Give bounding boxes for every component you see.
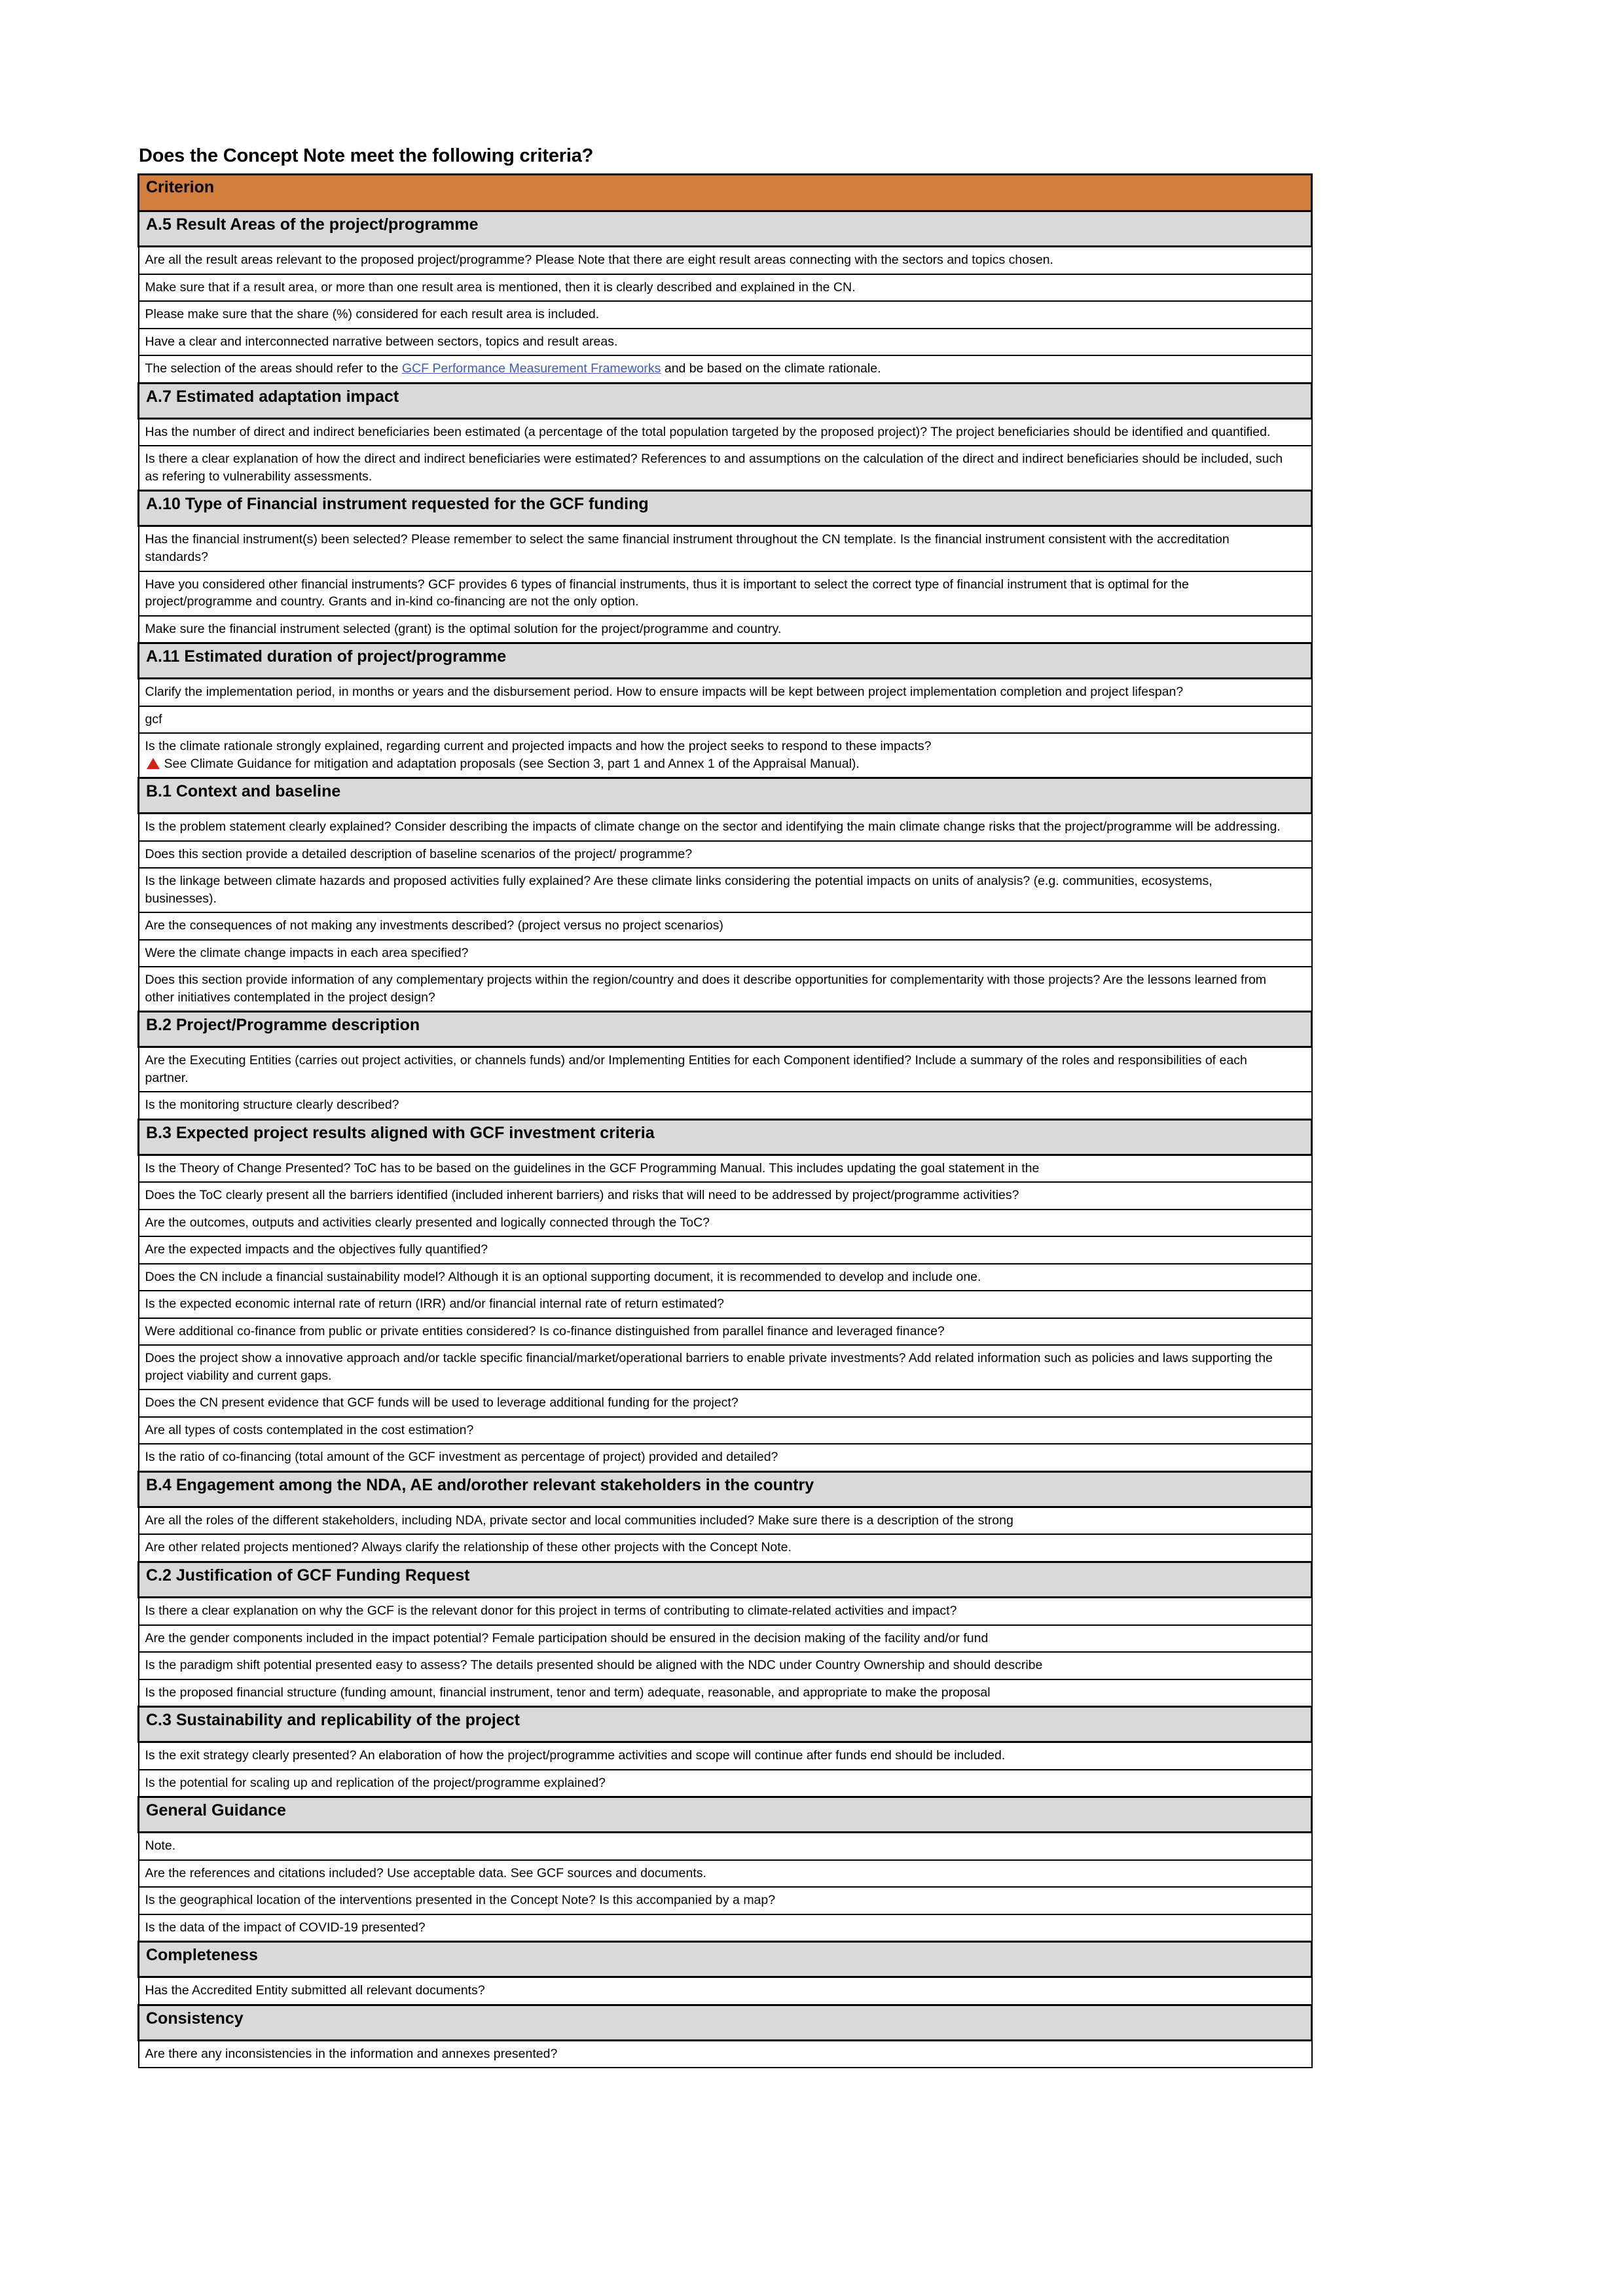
table-row xyxy=(139,1390,1312,1417)
criterion-cell xyxy=(139,1679,1312,1707)
criterion-text: Is the paradigm shift potential presented easy to assess? The details presented should be aligned with the NDC under Country Ownership and should describe xyxy=(145,1658,1043,1673)
criterion-cell xyxy=(139,1887,1312,1914)
table-row xyxy=(139,967,1312,1012)
criterion-cell xyxy=(139,1652,1312,1679)
criterion-text: Are all the roles of the different stakeholders, including NDA, private sector and local communities included? Make sure there is a description of the strong xyxy=(145,1513,1013,1528)
table-row xyxy=(139,1047,1312,1092)
criterion-cell xyxy=(139,1345,1312,1390)
criterion-cell xyxy=(139,1417,1312,1444)
criteria-table-body xyxy=(139,175,1312,2068)
criterion-text: Does the ToC clearly present all the barriers identified (included inherent barriers) and risks that will need to be addressed by project/programme activities? xyxy=(145,1188,1019,1203)
criterion-cell xyxy=(139,1182,1312,1210)
criterion-cell xyxy=(139,301,1312,329)
table-row xyxy=(139,1291,1312,1318)
table-row xyxy=(139,1770,1312,1797)
section-heading-label: B.3 Expected project results aligned with GCF investment criteria xyxy=(139,1119,1312,1155)
table-row xyxy=(139,1742,1312,1770)
section-heading-label: B.4 Engagement among the NDA, AE and/orother relevant stakeholders in the country xyxy=(139,1471,1312,1507)
table-row xyxy=(139,1833,1312,1860)
criterion-text: Are the references and citations included? Use acceptable data. See GCF sources and documents. xyxy=(145,1865,706,1880)
criterion-text: Are other related projects mentioned? Always clarify the relationship of these other projects with the Concept Note. xyxy=(145,1540,792,1555)
criterion-text: Is the Theory of Change Presented? ToC has to be based on the guidelines in the GCF Programming Manual. This includes updating the goal statement in the xyxy=(145,1160,1040,1175)
link-suffix-text: and be based on the climate rationale. xyxy=(661,361,881,376)
criterion-cell xyxy=(139,616,1312,643)
criterion-cell xyxy=(139,1598,1312,1625)
section-header-a11 xyxy=(139,643,1312,679)
table-row xyxy=(139,274,1312,302)
table-row xyxy=(139,1507,1312,1534)
criterion-text: Does this section provide information of any complementary projects within the region/country and does it describe opportunities for complementarity with those projects? Are the lessons learned from other initiatives contemplated in the project design? xyxy=(145,973,1267,1005)
table-row xyxy=(139,1264,1312,1291)
criterion-text: Is there a clear explanation of how the direct and indirect beneficiaries were estimated? References to and assumptions on the calculation of the direct and indirect beneficiaries should be included, such as refering to vulnerability assessments. xyxy=(145,452,1283,484)
table-row xyxy=(139,1679,1312,1707)
criterion-text: Is the data of the impact of COVID-19 presented? xyxy=(145,1920,426,1935)
criterion-cell xyxy=(139,1770,1312,1797)
criterion-text xyxy=(145,360,1306,378)
criterion-text: Is the climate rationale strongly explained, regarding current and projected impacts and how the project seeks to respond to these impacts? xyxy=(145,739,932,754)
criterion-text: Are there any inconsistencies in the information and annexes presented? xyxy=(145,2046,558,2061)
table-row xyxy=(139,1417,1312,1444)
criterion-text: Is the proposed financial structure (funding amount, financial instrument, tenor and term) adequate, reasonable, and appropriate to make the proposal xyxy=(145,1685,991,1700)
table-row xyxy=(139,2040,1312,2068)
criterion-text: gcf xyxy=(145,711,162,726)
table-row xyxy=(139,301,1312,329)
criterion-cell xyxy=(139,526,1312,571)
section-header-consistency xyxy=(139,2005,1312,2040)
section-header-b2 xyxy=(139,1012,1312,1047)
criterion-cell xyxy=(139,329,1312,356)
criterion-cell xyxy=(139,247,1312,274)
criterion-cell xyxy=(139,1236,1312,1264)
table-row xyxy=(139,1318,1312,1346)
section-header-a7 xyxy=(139,383,1312,418)
criterion-note-label: See Climate Guidance for mitigation and adaptation proposals (see Section 3, part 1 and Annex 1 of the Appraisal Manual). xyxy=(164,756,860,771)
section-heading-label: Completeness xyxy=(139,1942,1312,1977)
table-row xyxy=(139,868,1312,912)
criterion-cell xyxy=(139,274,1312,302)
criterion-cell xyxy=(139,446,1312,491)
section-header-a10 xyxy=(139,491,1312,526)
table-row xyxy=(139,679,1312,706)
table-row xyxy=(139,1236,1312,1264)
section-heading-label: B.2 Project/Programme description xyxy=(139,1012,1312,1047)
criterion-text: Is there a clear explanation on why the GCF is the relevant donor for this project in terms of contributing to climate-related activities and impact? xyxy=(145,1604,957,1618)
section-header-a5 xyxy=(139,211,1312,247)
criterion-text: Make sure that if a result area, or more than one result area is mentioned, then it is clearly described and explained in the CN. xyxy=(145,279,856,295)
table-row xyxy=(139,1210,1312,1237)
table-row xyxy=(139,418,1312,446)
section-heading-label: C.3 Sustainability and replicability of the project xyxy=(139,1707,1312,1742)
table-row xyxy=(139,1598,1312,1625)
criterion-note-text xyxy=(145,755,1306,773)
page-title: Does the Concept Note meet the following criteria? xyxy=(139,145,594,166)
criterion-text: Are the outcomes, outputs and activities clearly presented and logically connected through the ToC? xyxy=(145,1215,710,1230)
table-row xyxy=(139,1534,1312,1562)
criterion-cell xyxy=(139,1534,1312,1562)
criterion-cell xyxy=(139,1625,1312,1653)
section-heading-label: A.5 Result Areas of the project/programme xyxy=(139,211,1312,247)
criterion-text: Is the linkage between climate hazards and proposed activities fully explained? Are these climate links considering the potential impacts on units of analysis? (e.g. communities, ecosystems, businesses). xyxy=(145,874,1213,906)
criterion-text: Are the Executing Entities (carries out project activities, or channels funds) and/or Implementing Entities for each Component identified? Include a summary of the roles and responsibilities of each partner. xyxy=(145,1053,1247,1085)
section-heading-label: General Guidance xyxy=(139,1797,1312,1833)
criterion-cell xyxy=(139,1914,1312,1942)
criterion-text: Is the monitoring structure clearly described? xyxy=(145,1098,399,1113)
criterion-text: Are the expected impacts and the objectives fully quantified? xyxy=(145,1242,488,1257)
table-row xyxy=(139,526,1312,571)
criterion-cell xyxy=(139,1210,1312,1237)
criterion-cell xyxy=(139,706,1312,734)
table-row xyxy=(139,616,1312,643)
criterion-text: Have you considered other financial instruments? GCF provides 6 types of financial instruments, thus it is important to select the correct type of financial instrument that is optimal for the project/programme and country. Grants and in-kind co-financing are not the only option. xyxy=(145,577,1189,609)
table-row xyxy=(139,329,1312,356)
criterion-text: Does the CN present evidence that GCF funds will be used to leverage additional funding for the project? xyxy=(145,1395,739,1410)
column-header-criterion: Criterion xyxy=(139,175,1312,211)
criterion-text: Were additional co-finance from public or private entities considered? Is co-finance distinguished from parallel finance and leveraged finance? xyxy=(145,1323,945,1338)
gcf-performance-measurement-frameworks-link[interactable]: GCF Performance Measurement Frameworks xyxy=(401,361,661,376)
criterion-text: Is the exit strategy clearly presented? An elaboration of how the project/programme activities and scope will continue after funds end should be included. xyxy=(145,1748,1006,1763)
table-column-header-row xyxy=(139,175,1312,211)
section-heading-label: A.7 Estimated adaptation impact xyxy=(139,383,1312,418)
section-header-b3 xyxy=(139,1119,1312,1155)
criterion-text: Make sure the financial instrument selected (grant) is the optimal solution for the project/programme and country. xyxy=(145,621,782,636)
criterion-cell xyxy=(139,868,1312,912)
table-row xyxy=(139,1652,1312,1679)
criterion-cell xyxy=(139,679,1312,706)
criterion-cell xyxy=(139,1390,1312,1417)
criterion-cell xyxy=(139,1264,1312,1291)
table-row xyxy=(139,1155,1312,1182)
criterion-text: Are the consequences of not making any investments described? (project versus no project scenarios) xyxy=(145,918,723,933)
criterion-cell xyxy=(139,841,1312,869)
criterion-text: Has the financial instrument(s) been selected? Please remember to select the same financial instrument throughout the CN template. Is the financial instrument consistent with the accreditation standards? xyxy=(145,532,1230,564)
criterion-cell xyxy=(139,967,1312,1012)
table-row xyxy=(139,571,1312,616)
table-row xyxy=(139,355,1312,383)
table-row xyxy=(139,1444,1312,1471)
section-header-completeness xyxy=(139,1942,1312,1977)
criterion-text: Has the number of direct and indirect beneficiaries been estimated (a percentage of the total population targeted by the proposed project)? The project beneficiaries should be identified and quantified. xyxy=(145,424,1271,439)
criterion-text: Are all the result areas relevant to the proposed project/programme? Please Note that there are eight result areas connecting with the sectors and topics chosen. xyxy=(145,253,1053,268)
criterion-cell xyxy=(139,2040,1312,2068)
criterion-text: Please make sure that the share (%) considered for each result area is included. xyxy=(145,307,600,322)
criterion-cell xyxy=(139,418,1312,446)
section-header-b1 xyxy=(139,778,1312,814)
criterion-text: Is the problem statement clearly explained? Consider describing the impacts of climate change on the sector and identifying the main climate change risks that the project/programme will be addressing. xyxy=(145,819,1281,834)
criterion-text: Is the expected economic internal rate of return (IRR) and/or financial internal rate of return estimated? xyxy=(145,1297,724,1312)
criterion-text: Has the Accredited Entity submitted all relevant documents? xyxy=(145,1983,485,1998)
criterion-cell xyxy=(139,1977,1312,2005)
table-row xyxy=(139,446,1312,491)
criterion-cell xyxy=(139,1092,1312,1119)
table-row xyxy=(139,841,1312,869)
criterion-text: Note. xyxy=(145,1839,176,1854)
section-header-c2 xyxy=(139,1562,1312,1598)
section-header-b4 xyxy=(139,1471,1312,1507)
section-header-general-guidance xyxy=(139,1797,1312,1833)
table-row xyxy=(139,1625,1312,1653)
criterion-text: Are the gender components included in the impact potential? Female participation should be ensured in the decision making of the facility and/or fund xyxy=(145,1630,989,1645)
criterion-text: Have a clear and interconnected narrative between sectors, topics and result areas. xyxy=(145,334,618,349)
criterion-text: Are all types of costs contemplated in the cost estimation? xyxy=(145,1422,474,1437)
criterion-text: Does the project show a innovative approach and/or tackle specific financial/market/operational barriers to enable private investments? Add related information such as policies and laws supporting the project viability and current gaps. xyxy=(145,1351,1273,1383)
criterion-text: Clarify the implementation period, in months or years and the disbursement period. How to ensure impacts will be kept between project implementation completion and project lifespan? xyxy=(145,685,1184,700)
criterion-text: Is the ratio of co-financing (total amount of the GCF investment as percentage of project) provided and detailed? xyxy=(145,1450,778,1465)
criterion-cell-with-link xyxy=(139,355,1312,383)
section-heading-label: B.1 Context and baseline xyxy=(139,778,1312,814)
section-heading-label: C.2 Justification of GCF Funding Request xyxy=(139,1562,1312,1598)
criterion-text: Is the potential for scaling up and replication of the project/programme explained? xyxy=(145,1775,606,1790)
link-prefix-text: The selection of the areas should refer to the xyxy=(145,361,402,376)
table-row xyxy=(139,1345,1312,1390)
table-row xyxy=(139,1860,1312,1888)
criterion-text: Were the climate change impacts in each area specified? xyxy=(145,945,469,960)
table-row xyxy=(139,814,1312,841)
criterion-text: Is the geographical location of the interventions presented in the Concept Note? Is this accompanied by a map? xyxy=(145,1893,776,1908)
criterion-cell xyxy=(139,1444,1312,1471)
section-heading-label: Consistency xyxy=(139,2005,1312,2040)
table-row xyxy=(139,247,1312,274)
criterion-cell xyxy=(139,1507,1312,1534)
table-row xyxy=(139,1092,1312,1119)
table-row xyxy=(139,706,1312,734)
criterion-cell xyxy=(139,814,1312,841)
section-heading-label: A.10 Type of Financial instrument requested for the GCF funding xyxy=(139,491,1312,526)
warning-triangle-icon xyxy=(147,758,160,769)
section-heading-label: A.11 Estimated duration of project/programme xyxy=(139,643,1312,679)
criterion-cell xyxy=(139,1860,1312,1888)
criterion-cell xyxy=(139,1318,1312,1346)
criterion-cell xyxy=(139,1291,1312,1318)
table-row xyxy=(139,912,1312,940)
criterion-text: Does this section provide a detailed description of baseline scenarios of the project/ programme? xyxy=(145,846,693,861)
criterion-cell xyxy=(139,912,1312,940)
criteria-table xyxy=(137,173,1313,2068)
criterion-cell xyxy=(139,1742,1312,1770)
table-row xyxy=(139,1914,1312,1942)
criterion-cell xyxy=(139,571,1312,616)
criterion-cell xyxy=(139,1047,1312,1092)
table-row xyxy=(139,1887,1312,1914)
criterion-cell xyxy=(139,1833,1312,1860)
table-row xyxy=(139,1977,1312,2005)
table-row xyxy=(139,733,1312,778)
criterion-cell xyxy=(139,733,1312,778)
table-row xyxy=(139,940,1312,967)
criterion-cell xyxy=(139,1155,1312,1182)
criterion-cell xyxy=(139,940,1312,967)
table-row xyxy=(139,1182,1312,1210)
section-header-c3 xyxy=(139,1707,1312,1742)
criterion-text: Does the CN include a financial sustainability model? Although it is an optional supporting document, it is recommended to develop and include one. xyxy=(145,1269,981,1284)
